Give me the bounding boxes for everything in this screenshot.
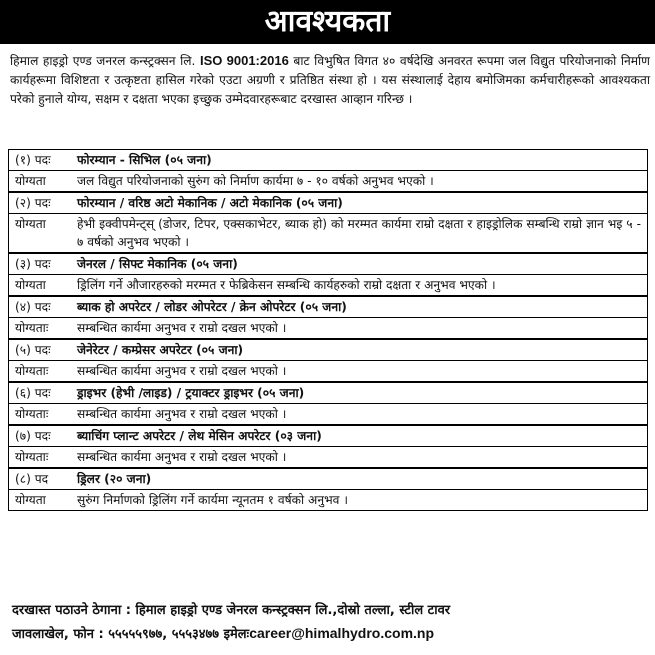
qualification-label: योग्यता bbox=[15, 278, 46, 292]
position-title: ब्याक हो अपरेटर / लोडर ओपरेटर / क्रेन ओपरेटर (०५ जना) bbox=[77, 300, 347, 314]
company-name: हिमाल हाइड्रो एण्ड जनरल कन्स्ट्रक्सन लि. bbox=[10, 54, 196, 68]
position-label: (१) पदः bbox=[15, 153, 51, 167]
qualification-text: सम्बन्धित कार्यमा अनुभव र राम्रो दखल भएको । bbox=[77, 407, 287, 421]
email-link[interactable]: career@himalhydro.com.np bbox=[249, 625, 435, 641]
qualification-text: सम्बन्धित कार्यमा अनुभव र राम्रो दखल भएको । bbox=[77, 450, 287, 464]
qualification-text: सम्बन्धित कार्यमा अनुभव र राम्रो दखल भएको । bbox=[77, 364, 287, 378]
footer-line-1: दरखास्त पठाउने ठेगाना : हिमाल हाइड्रो एण्ड जेनरल कन्स्ट्रक्सन लि.,दोस्रो तल्ला, स्टील टावर bbox=[12, 603, 451, 618]
position-block bbox=[9, 383, 647, 426]
footer-line-2 bbox=[12, 622, 652, 646]
position-label: (७) पदः bbox=[15, 429, 51, 443]
qualification-row bbox=[9, 490, 647, 510]
qualification-text: सुरुंग निर्माणको ड्रिलिंग गर्ने कार्यमा न्यूनतम १ वर्षको अनुभव । bbox=[77, 493, 348, 507]
qualification-text: ड्रिलिंग गर्ने औजारहरुको मरम्मत र फेब्रिकेसन सम्बन्धि कार्यहरुको राम्रो दक्षता र अनुभव भएको । bbox=[77, 278, 496, 292]
position-block bbox=[9, 469, 647, 510]
qualification-row bbox=[9, 361, 647, 381]
position-row bbox=[9, 297, 647, 318]
qualification-label: योग्यता bbox=[15, 217, 46, 231]
position-title: जेनेरेटर / कम्प्रेसर अपरेटर (०५ जना) bbox=[77, 343, 244, 357]
qualification-row bbox=[9, 404, 647, 424]
position-title: ब्याचिंग प्लान्ट अपरेटर / लेथ मेसिन अपरेटर (०३ जना) bbox=[77, 429, 322, 443]
position-block bbox=[9, 297, 647, 340]
position-title: फोरम्यान - सिभिल (०५ जना) bbox=[77, 153, 212, 167]
position-row bbox=[9, 254, 647, 275]
position-label: (३) पदः bbox=[15, 257, 51, 271]
position-row bbox=[9, 150, 647, 171]
qualification-row bbox=[9, 171, 647, 191]
position-label: (६) पदः bbox=[15, 386, 51, 400]
qualification-row bbox=[9, 447, 647, 467]
footer-contact: जावलाखेल, फोन : ५५५५५९७७, ५५५३४७७ इमेलः bbox=[12, 627, 250, 642]
position-title: फोरम्यान / वरिष्ठ अटो मेकानिक / अटो मेकानिक (०५ जना) bbox=[77, 196, 343, 210]
position-title: जेनरल / सिफ्ट मेकानिक (०५ जना) bbox=[77, 257, 238, 271]
position-row bbox=[9, 426, 647, 447]
position-label: (५) पदः bbox=[15, 343, 51, 357]
position-block bbox=[9, 340, 647, 383]
position-row bbox=[9, 340, 647, 361]
qualification-text: हेभी इक्वीपमेन्ट्स् (डोजर, टिपर, एक्सकाभेटर, ब्याक हो) को मरम्मत कार्यमा राम्रो दक्षता र हाइड्रोलिक सम्बन्धि राम्रो ज्ञान भइ ५ - ७ वर्षको अनुभव भएको । bbox=[77, 217, 641, 249]
qualification-label: योग्यता bbox=[15, 174, 46, 188]
position-label: (२) पदः bbox=[15, 196, 51, 210]
intro-body: बाट विभुषित विगत ४० वर्षदेखि अनवरत रूपमा जल विद्युत परियोजनाको निर्माण कार्यहरूमा विशिष्टता र उत्कृष्टता हासिल गरेको एउटा अग्रणी र प्रतिष्ठित संस्था हो । यस संस्थालाई देहाय बमोजिमका कर्मचारीहरूको आवश्यकता परेको हुनाले योग्य, सक्षम र दक्षता भएका इच्छुक उम्मेदवारहरूबाट दरखास्त आव्हान गरिन्छ । bbox=[10, 54, 650, 106]
positions-table bbox=[8, 149, 648, 511]
qualification-row bbox=[9, 275, 647, 295]
position-label: (८) पद bbox=[15, 472, 49, 486]
qualification-row bbox=[9, 318, 647, 338]
position-block bbox=[9, 254, 647, 297]
footer-address bbox=[12, 600, 652, 646]
position-label: (४) पदः bbox=[15, 300, 51, 314]
position-block bbox=[9, 150, 647, 193]
qualification-text: जल विद्युत परियोजनाको सुरुंग को निर्माण कार्यमा ७ - १० वर्षको अनुभव भएको । bbox=[77, 174, 434, 188]
position-row bbox=[9, 469, 647, 490]
position-row bbox=[9, 383, 647, 404]
qualification-label: योग्यताः bbox=[15, 407, 49, 421]
qualification-label: योग्यता bbox=[15, 493, 46, 507]
qualification-label: योग्यताः bbox=[15, 450, 49, 464]
position-row bbox=[9, 193, 647, 214]
iso-certification: ISO 9001:2016 bbox=[199, 53, 289, 68]
position-block bbox=[9, 426, 647, 469]
position-block bbox=[9, 193, 647, 254]
position-title: ड्राइभर (हेभी /लाइड) / ट्रयाक्टर ड्राइभर (०५ जना) bbox=[77, 386, 305, 400]
qualification-label: योग्यताः bbox=[15, 364, 49, 378]
qualification-row bbox=[9, 214, 647, 252]
qualification-label: योग्यताः bbox=[15, 321, 49, 335]
intro-paragraph bbox=[10, 51, 650, 109]
page-title: आवश्यकता bbox=[0, 0, 655, 44]
qualification-text: सम्बन्धित कार्यमा अनुभव र राम्रो दखल भएको । bbox=[77, 321, 287, 335]
position-title: ड्रिलर (२० जना) bbox=[77, 472, 152, 486]
